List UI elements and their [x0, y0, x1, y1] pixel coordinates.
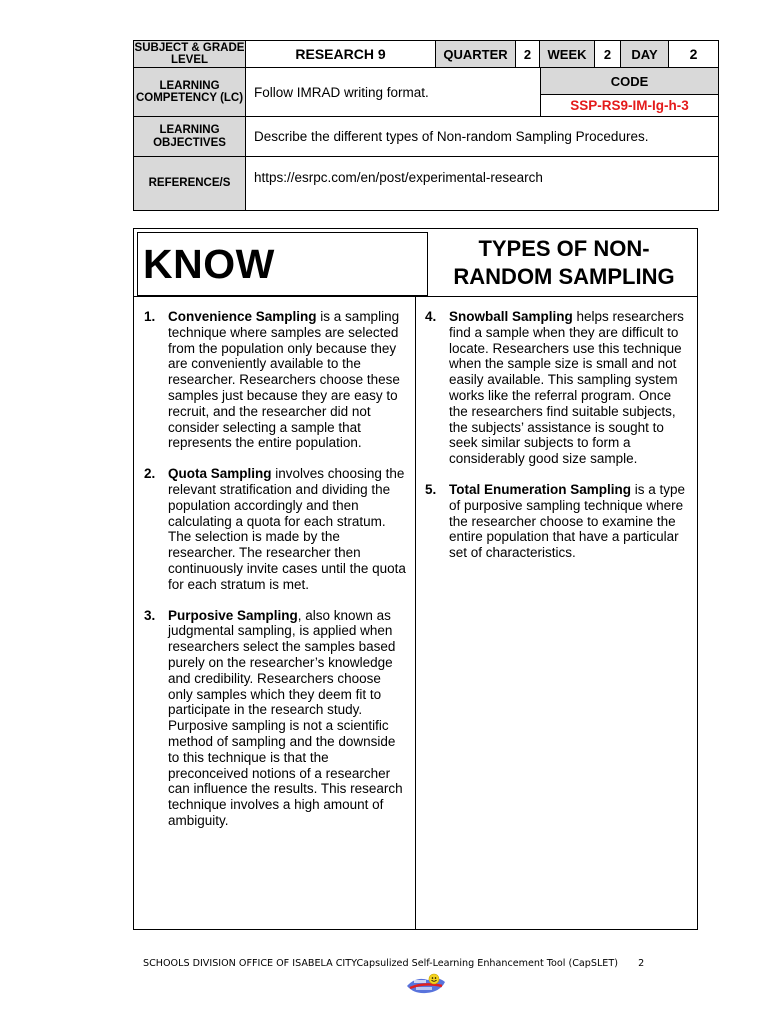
- lc-label: LEARNING COMPETENCY (LC): [134, 68, 246, 117]
- item-description: involves choosing the relevant stratification and dividing the population accordingly and then calculating a quota for each stratum. The selection is made by the researcher. The researcher then continuously invite cases until the quota for each stratum is met.: [168, 466, 406, 592]
- item-number: 2.: [144, 466, 156, 482]
- column-divider: [415, 296, 416, 929]
- know-title: TYPES OF NON-RANDOM SAMPLING: [453, 236, 675, 289]
- item-term: Purposive Sampling: [168, 607, 298, 623]
- item-term: Convenience Sampling: [168, 309, 317, 324]
- lo-value: Describe the different types of Non-random Sampling Procedures.: [246, 117, 718, 157]
- page-footer: [143, 958, 644, 969]
- header-table: [133, 40, 719, 211]
- lc-value: Follow IMRAD writing format.: [246, 68, 541, 117]
- subject-value: RESEARCH 9: [246, 41, 436, 68]
- know-section: [133, 228, 698, 930]
- subject-label: SUBJECT & GRADE LEVEL: [134, 41, 245, 66]
- item-text: [168, 309, 406, 451]
- week-label: WEEK: [540, 41, 595, 68]
- list-item: [144, 309, 406, 451]
- list-item: [425, 482, 688, 561]
- code-label: CODE: [541, 68, 718, 95]
- item-term: Snowball Sampling: [449, 309, 573, 324]
- list-item: [144, 608, 406, 829]
- item-text: [168, 608, 406, 829]
- list-item: [144, 466, 406, 592]
- footer-text: SCHOOLS DIVISION OFFICE OF ISABELA CITYCapsulized Self-Learning Enhancement Tool (CapSLET): [143, 958, 618, 969]
- item-number: 4.: [425, 309, 437, 324]
- day-value: 2: [669, 41, 718, 68]
- item-term: Total Enumeration Sampling: [449, 481, 632, 497]
- item-number: 5.: [425, 481, 437, 497]
- item-description: is a type of purposive sampling technique where the researcher choose to examine the entire population that have a particular set of characteristics.: [449, 481, 686, 561]
- item-text: [168, 466, 406, 592]
- item-description: , also known as judgmental sampling, is applied when researchers select the samples based purely on the researcher’s knowledge and credibility. Researchers choose only samples which they deem fit to participate in the research study. Purposive sampling is not a scientific method of sampling and the downside to this technique is that the preconceived notions of a researcher can influence the results. This research technique involves a high amount of ambiguity.: [168, 607, 403, 828]
- item-number: 1.: [144, 309, 156, 324]
- code-value: SSP-RS9-IM-Ig-h-3: [541, 95, 718, 117]
- item-description: is a sampling technique where samples are selected from the population only because they are conveniently available to the researcher. Researchers choose these samples just because they are easy to recruit, and the researcher did not consider selecting a sample that represents the entire population.: [168, 309, 400, 451]
- quarter-value: 2: [516, 41, 540, 68]
- extra-smile-logo-icon: [404, 972, 448, 996]
- ref-label: REFERENCE/S: [134, 157, 246, 210]
- item-text: [449, 482, 688, 561]
- right-column: [425, 309, 688, 576]
- page-number: 2: [638, 958, 645, 969]
- item-term: Quota Sampling: [168, 466, 272, 482]
- know-label: KNOW: [137, 232, 428, 296]
- item-text: [449, 309, 688, 467]
- quarter-label: QUARTER: [436, 41, 516, 68]
- left-column: [144, 309, 406, 844]
- list-item: [425, 309, 688, 467]
- lo-label: LEARNING OBJECTIVES: [134, 117, 246, 157]
- day-label: DAY: [621, 41, 669, 68]
- week-value: 2: [595, 41, 621, 68]
- item-description: helps researchers find a sample when they are difficult to locate. Researchers use this technique when the sample size is small and not easily available. This sampling system works like the referral program. Once the researchers find suitable subjects, the subjects’ assistance is sought to seek similar subjects to form a considerably good size sample.: [449, 309, 684, 467]
- ref-value[interactable]: https://esrpc.com/en/post/experimental-research: [254, 170, 543, 185]
- item-number: 3.: [144, 607, 156, 623]
